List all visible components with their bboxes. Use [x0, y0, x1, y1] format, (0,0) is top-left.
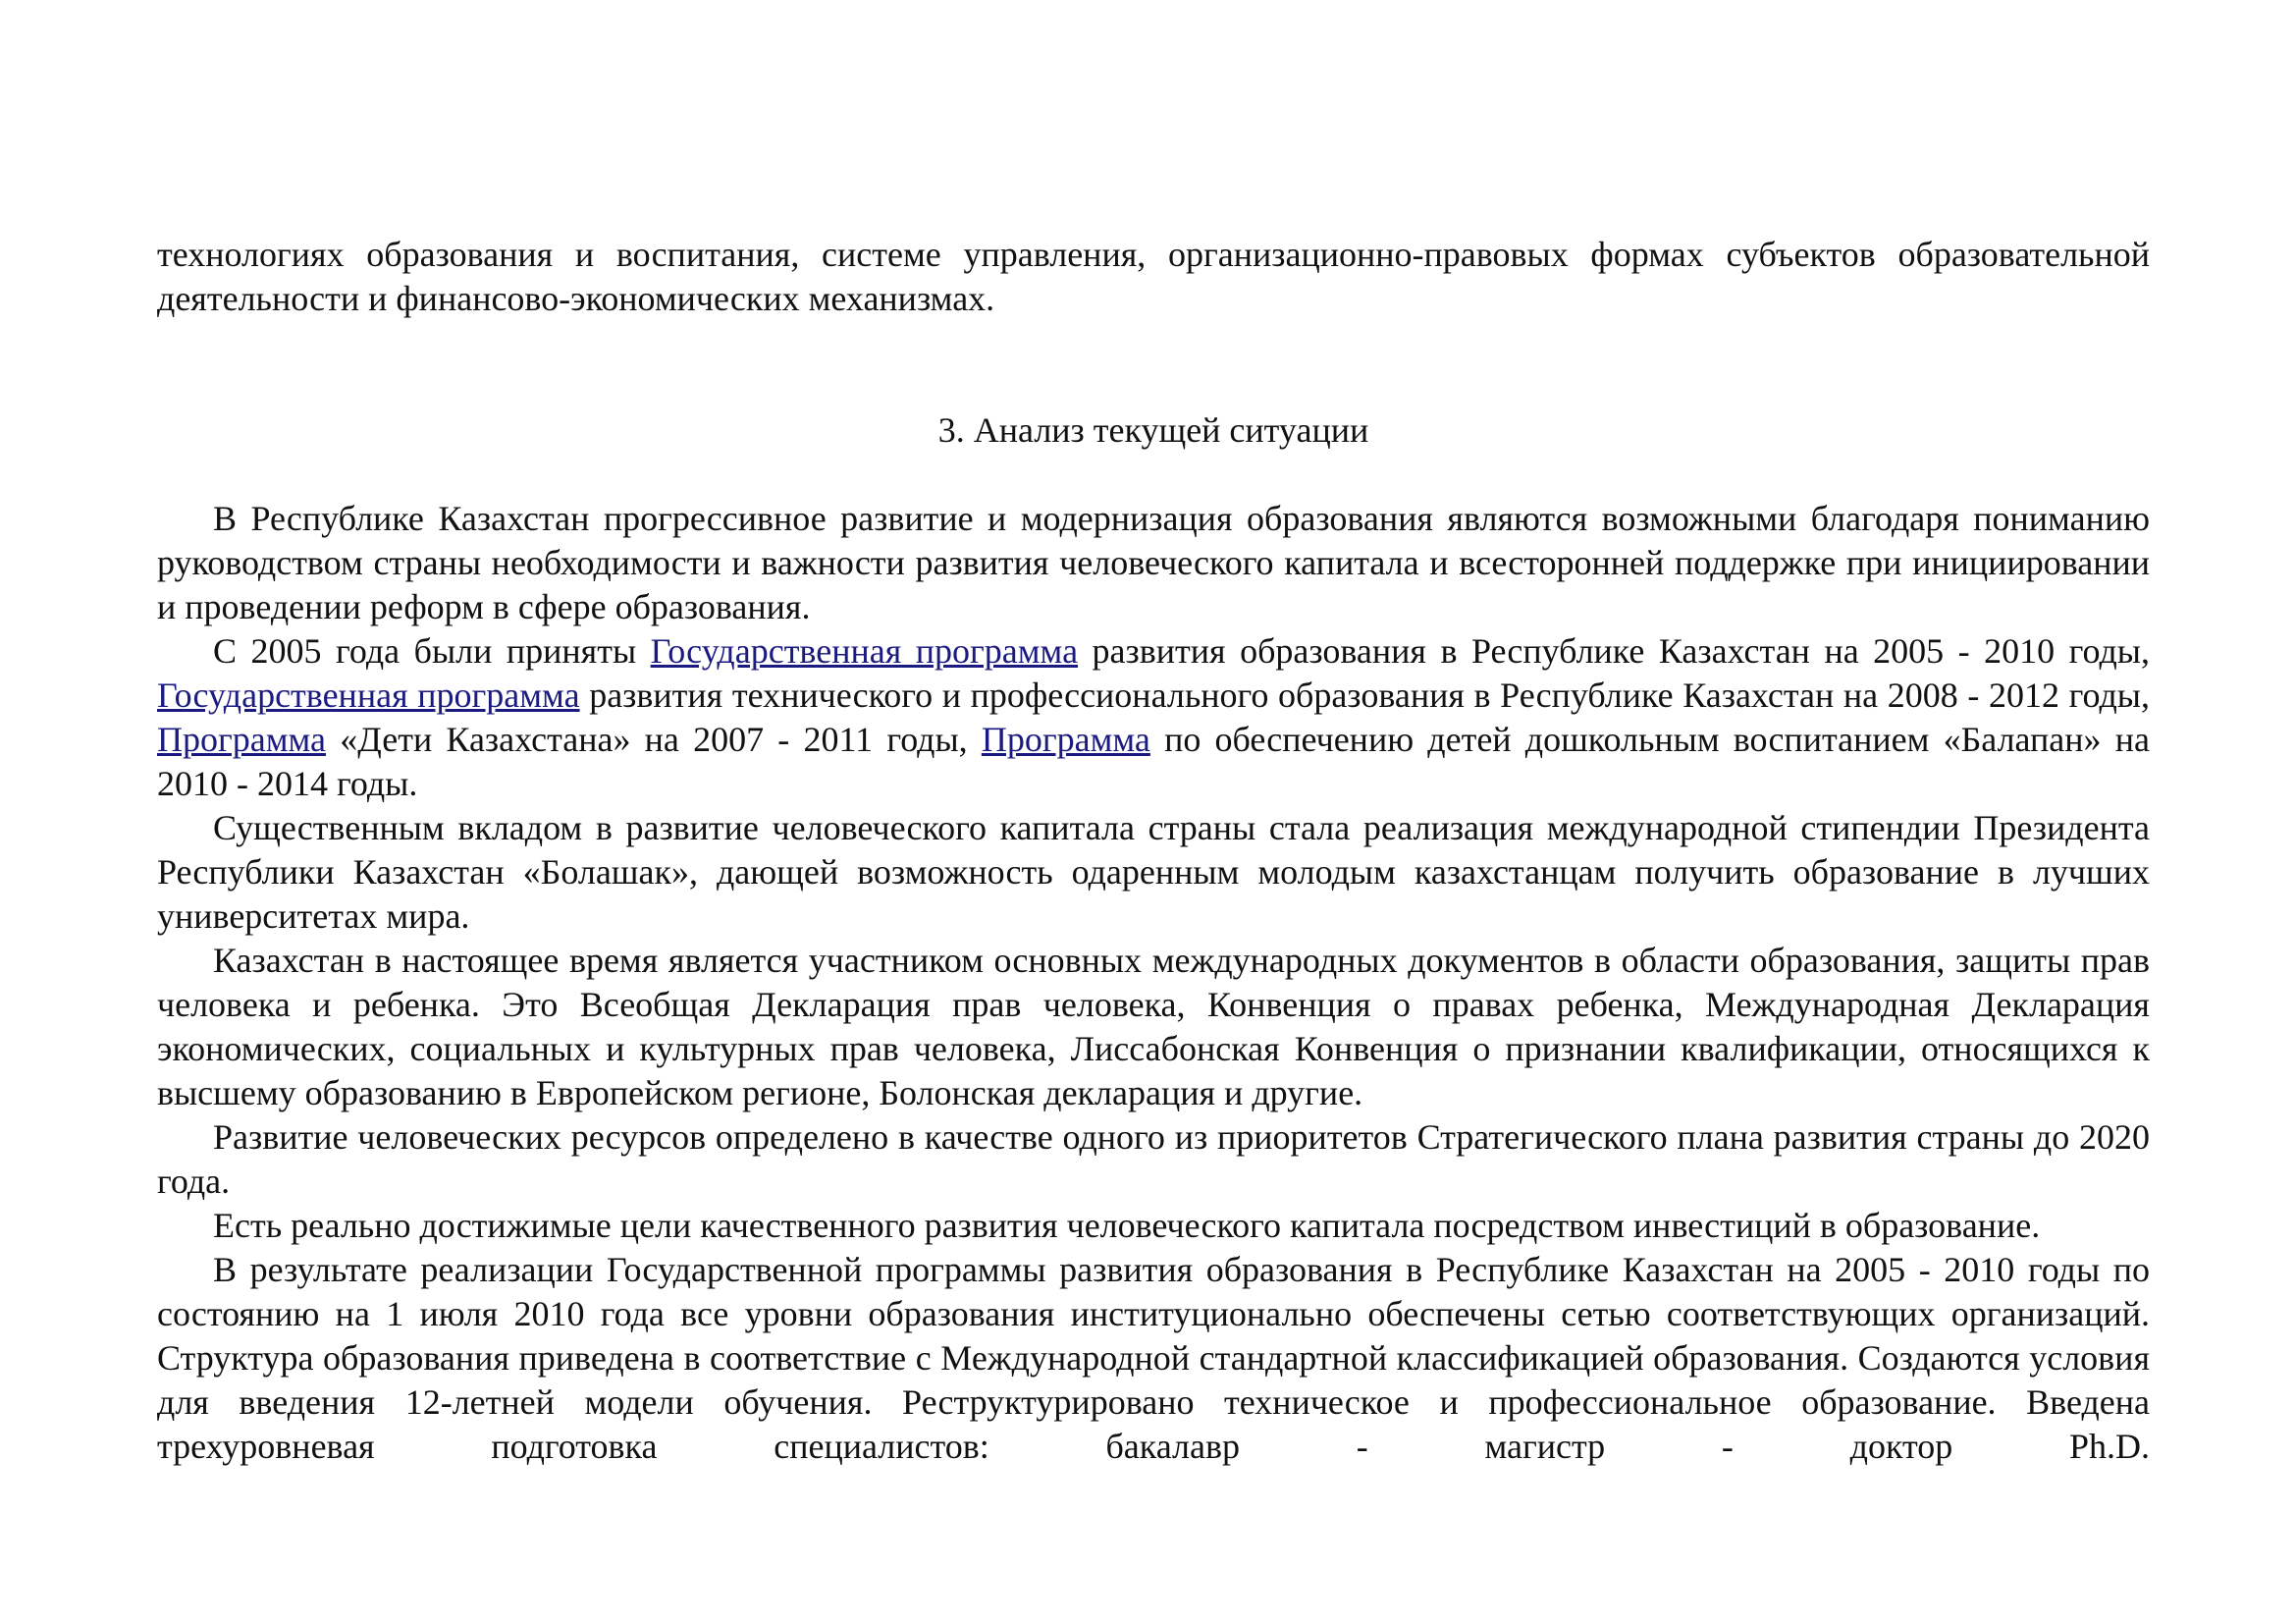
link-state-program-education[interactable]: Государственная программа — [650, 631, 1079, 671]
paragraph-text: «Дети Казахстана» на 2007 - 2011 годы, — [326, 720, 982, 759]
paragraph-reforms: В Республике Казахстан прогрессивное развитие и модернизация образования являются возможными благодаря пониманию руководством страны необходимости и важности развития человеческого капитала и всесторонней поддержке при инициировании и проведении реформ в сфере образования. — [157, 499, 2150, 626]
paragraph-text: развития технического и профессионального образования в Республике Казахстан на 2008 - 2012 годы, — [579, 676, 2150, 715]
link-program-balapan[interactable]: Программа — [981, 720, 1150, 759]
paragraph-text: С 2005 года были приняты — [213, 631, 651, 671]
link-state-program-technical[interactable]: Государственная программа — [157, 676, 580, 715]
paragraph-goals: Есть реально достижимые цели качественного развития человеческого капитала посредством инвестиций в образование. — [213, 1206, 2041, 1245]
intro-paragraph: технологиях образования и воспитания, системе управления, организационно-правовых формах субъектов образовательной деятельности и финансово-экономических механизмах. — [157, 235, 2150, 318]
paragraph-results: В результате реализации Государственной программы развития образования в Республике Казахстан на 2005 - 2010 годы по состоянию на 1 июля 2010 года все уровни образования институционально обеспечены сетью соответствующих организаций. Структура образования приведена в соответствие с Международной стандартной классификацией образования. Создаются условия для введения 12-летней модели обучения. Реструктурировано техническое и профессиональное образование. Введена трехуровневая подготовка специалистов: бакалавр - магистр - доктор Ph.D. — [157, 1250, 2150, 1466]
paragraph-text: развития образования в Республике Казахстан на 2005 - 2010 годы, — [1078, 631, 2150, 671]
paragraph-international-documents: Казахстан в настоящее время является участником основных международных документов в области образования, защиты прав человека и ребенка. Это Всеобщая Декларация прав человека, Конвенция о правах ребенка, Международная Декларация экономических, социальных и культурных прав человека, Лиссабонская Конвенция о признании квалификации, относящихся к высшему образованию в Европейском регионе, Болонская декларация и другие. — [157, 941, 2150, 1112]
spacer — [157, 453, 2150, 497]
paragraph-bolashak: Существенным вкладом в развитие человеческого капитала страны стала реализация международной стипендии Президента Республики Казахстан «Болашак», дающей возможность одаренным молодым казахстанцам получить образование в лучших университетах мира. — [157, 808, 2150, 936]
section-heading: 3. Анализ текущей ситуации — [937, 410, 1369, 450]
document-page — [157, 233, 2150, 1469]
link-program-children[interactable]: Программа — [157, 720, 327, 759]
paragraph-human-resources: Развитие человеческих ресурсов определено в качестве одного из приоритетов Стратегического плана развития страны до 2020 года. — [157, 1117, 2150, 1201]
paragraph-programs — [157, 629, 2150, 806]
spacer — [157, 321, 2150, 408]
paragraph-text: по обеспечению детей дошкольным воспитанием «Балапан» на 2010 - 2014 годы. — [157, 720, 2150, 803]
